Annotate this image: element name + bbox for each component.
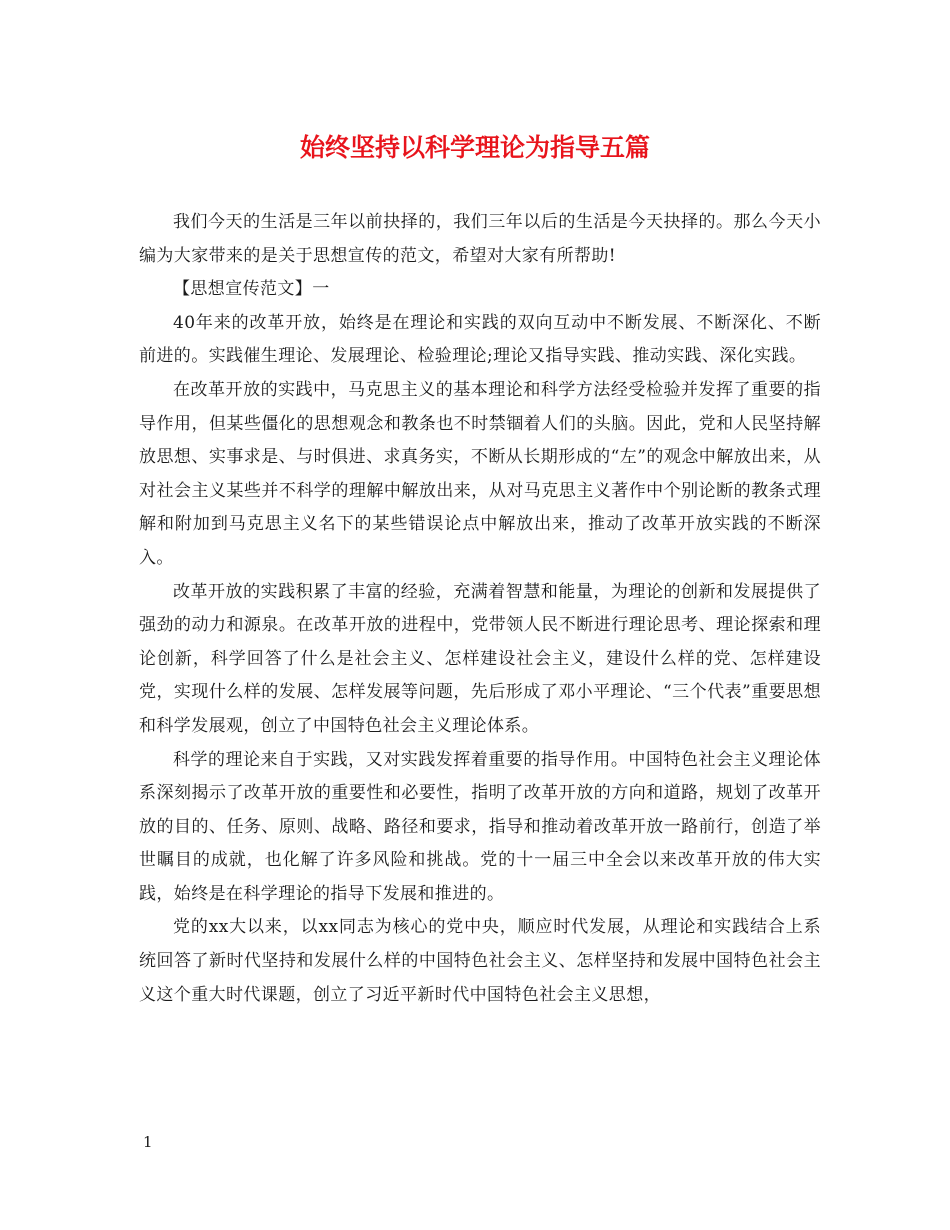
page-number: 1 — [143, 1133, 153, 1151]
body-paragraph: 党的xx大以来，以xx同志为核心的党中央，顺应时代发展，从理论和实践结合上系统回答了新时代坚持和发展什么样的中国特色社会主义、怎样坚持和发展中国特色社会主义这个重大时代课题，创立了习近平新时代中国特色社会主义思想， — [139, 917, 821, 1005]
body-paragraph: 40年来的改革开放，始终是在理论和实践的双向互动中不断发展、不断深化、不断前进的。实践催生理论、发展理论、检验理论;理论又指导实践、推动实践、深化实践。 — [139, 312, 821, 367]
body-paragraph: 科学的理论来自于实践，又对实践发挥着重要的指导作用。中国特色社会主义理论体系深刻揭示了改革开放的重要性和必要性，指明了改革开放的方向和道路，规划了改革开放的目的、任务、原则、战略、路径和要求，指导和推动着改革开放一路前行，创造了举世瞩目的成就，也化解了许多风险和挑战。党的十一届三中全会以来改革开放的伟大实践，始终是在科学理论的指导下发展和推进的。 — [139, 749, 821, 904]
document-body — [139, 206, 821, 1012]
body-paragraph: 在改革开放的实践中，马克思主义的基本理论和科学方法经受检验并发挥了重要的指导作用，但某些僵化的思想观念和教条也不时禁锢着人们的头脑。因此，党和人民坚持解放思想、实事求是、与时俱进、求真务实，不断从长期形成的“左”的观念中解放出来，从对社会主义某些并不科学的理解中解放出来，从对马克思主义著作中个别论断的教条式理解和附加到马克思主义名下的某些错误论点中解放出来，推动了改革开放实践的不断深入。 — [139, 379, 821, 568]
body-paragraph: 改革开放的实践积累了丰富的经验，充满着智慧和能量，为理论的创新和发展提供了强劲的动力和源泉。在改革开放的进程中，党带领人民不断进行理论思考、理论探索和理论创新，科学回答了什么是社会主义、怎样建设社会主义，建设什么样的党、怎样建设党，实现什么样的发展、怎样发展等问题，先后形成了邓小平理论、“三个代表”重要思想和科学发展观，创立了中国特色社会主义理论体系。 — [139, 581, 821, 736]
section-heading: 【思想宣传范文】一 — [173, 279, 330, 300]
intro-paragraph: 我们今天的生活是三年以前抉择的，我们三年以后的生活是今天抉择的。那么今天小编为大家带来的是关于思想宣传的范文，希望对大家有所帮助! — [139, 212, 821, 266]
page-title: 始终坚持以科学理论为指导五篇 — [299, 133, 650, 162]
